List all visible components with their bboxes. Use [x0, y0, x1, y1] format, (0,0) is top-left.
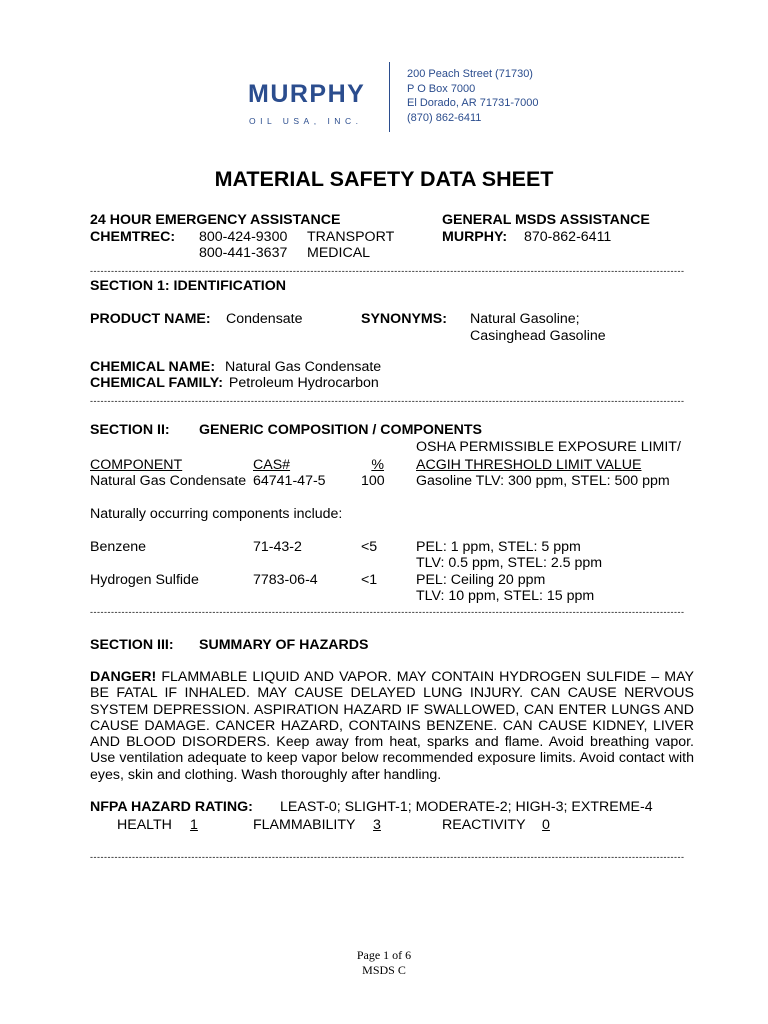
chemical-name-row	[90, 359, 381, 376]
document-code: MSDS C	[362, 963, 406, 977]
flammability-value: 3	[373, 817, 381, 833]
danger-label: DANGER!	[90, 669, 157, 685]
chemical-name-label: CHEMICAL NAME:	[90, 359, 216, 375]
synonym-2: Casinghead Gasoline	[470, 328, 606, 344]
company-address	[407, 67, 538, 125]
naturally-occurring-text: Naturally occurring components include:	[90, 506, 343, 522]
chemical-name-value: Natural Gas Condensate	[225, 359, 382, 375]
section-divider: --------------------------------------------------------------------------------------------------------------------------------------------------------------------------	[90, 607, 685, 617]
percent-value: 100	[361, 473, 385, 489]
logo-subtitle: OIL USA, INC.	[249, 116, 363, 126]
col-header-cas: CAS#	[253, 457, 291, 473]
synonym-1: Natural Gasoline;	[470, 311, 580, 327]
exposure-limit-pel: PEL: Ceiling 20 ppm	[416, 572, 546, 588]
chemtrec-phone-transport: 800-424-9300	[199, 229, 288, 245]
page-number: Page 1 of 6	[356, 948, 412, 962]
murphy-phone: 870-862-6411	[524, 229, 612, 245]
component-name: Benzene	[90, 539, 147, 555]
nfpa-label: NFPA HAZARD RATING:	[90, 799, 253, 815]
health-value: 1	[190, 817, 198, 833]
chemical-family-value: Petroleum Hydrocarbon	[228, 375, 379, 391]
exposure-limit-tlv: TLV: 10 ppm, STEL: 15 ppm	[416, 588, 595, 604]
section-divider: --------------------------------------------------------------------------------------------------------------------------------------------------------------------------	[90, 852, 685, 862]
logo-divider	[389, 62, 390, 132]
danger-text: FLAMMABLE LIQUID AND VAPOR. MAY CONTAIN HYDROGEN SULFIDE – MAY BE FATAL IF INHALED. MAY CAUSE DELAYED LUNG INJURY. CAN CAUSE NERVOUS SYSTEM DEPRESSION. ASPIRATION HAZARD IF SWALLOWED, CAN ENTER LUNGS AND CAUSE DAMAGE. CANCER HAZARD, CONTAINS BENZENE. CAN CAUSE KIDNEY, LIVER AND BLOOD DISORDERS. Keep away from heat, sparks and flame. Avoid breathing vapor. Use ventilation adequate to keep vapor below recommended exposure limits. Avoid contact with eyes, skin and clothing. Wash thoroughly after handling.	[90, 669, 694, 783]
section-divider: --------------------------------------------------------------------------------------------------------------------------------------------------------------------------	[90, 396, 685, 406]
section2-heading-text: GENERIC COMPOSITION / COMPONENTS	[199, 422, 482, 438]
chemical-family-row	[90, 375, 379, 392]
section1-heading: SECTION 1: IDENTIFICATION	[90, 278, 286, 294]
synonyms-label: SYNONYMS:	[361, 311, 447, 327]
logo-wordmark: MURPHY	[248, 80, 366, 108]
address-line: 200 Peach Street (71730)	[407, 68, 533, 80]
product-name-label: PRODUCT NAME:	[90, 311, 211, 327]
health-label: HEALTH	[117, 817, 172, 833]
flammability-label: FLAMMABILITY	[253, 817, 356, 833]
product-name-value: Condensate	[226, 311, 303, 327]
component-name: Hydrogen Sulfide	[90, 572, 199, 588]
cas-number: 71-43-2	[253, 539, 302, 555]
reactivity-value: 0	[542, 817, 550, 833]
exposure-limit-pel: PEL: 1 ppm, STEL: 5 ppm	[416, 539, 581, 555]
col-header-acgih: ACGIH THRESHOLD LIMIT VALUE	[416, 457, 642, 473]
exposure-limit-tlv: TLV: 0.5 ppm, STEL: 2.5 ppm	[416, 555, 603, 571]
nfpa-scale: LEAST-0; SLIGHT-1; MODERATE-2; HIGH-3; EXTREME-4	[280, 799, 653, 815]
murphy-label: MURPHY:	[442, 229, 508, 245]
cas-number: 7783-06-4	[253, 572, 318, 588]
section3-heading-text: SUMMARY OF HAZARDS	[199, 637, 369, 653]
section3-heading-number: SECTION III:	[90, 637, 174, 653]
chemtrec-phone-medical: 800-441-3637	[199, 245, 288, 261]
chemtrec-type-transport: TRANSPORT	[307, 229, 395, 245]
percent-value: <5	[361, 539, 378, 555]
section-divider: --------------------------------------------------------------------------------------------------------------------------------------------------------------------------	[90, 266, 685, 276]
emergency-heading: 24 HOUR EMERGENCY ASSISTANCE	[90, 212, 341, 228]
col-header-component: COMPONENT	[90, 457, 183, 473]
col-header-percent: %	[371, 457, 384, 473]
chemical-family-label: CHEMICAL FAMILY:	[90, 375, 223, 391]
cas-number: 64741-47-5	[253, 473, 326, 489]
hazard-summary-paragraph	[90, 669, 694, 783]
exposure-limit: Gasoline TLV: 300 ppm, STEL: 500 ppm	[416, 473, 670, 489]
address-line: (870) 862-6411	[407, 111, 482, 124]
chemtrec-type-medical: MEDICAL	[307, 245, 371, 261]
general-heading: GENERAL MSDS ASSISTANCE	[442, 212, 650, 228]
percent-value: <1	[361, 572, 378, 588]
reactivity-label: REACTIVITY	[442, 817, 526, 833]
component-name: Natural Gas Condensate	[90, 473, 247, 489]
address-line: El Dorado, AR 71731-7000	[407, 97, 539, 109]
address-line: P O Box 7000	[407, 82, 476, 95]
section2-heading-number: SECTION II:	[90, 422, 170, 438]
col-header-osha: OSHA PERMISSIBLE EXPOSURE LIMIT/	[416, 439, 681, 455]
document-title: MATERIAL SAFETY DATA SHEET	[214, 167, 554, 191]
chemtrec-label: CHEMTREC:	[90, 229, 176, 245]
